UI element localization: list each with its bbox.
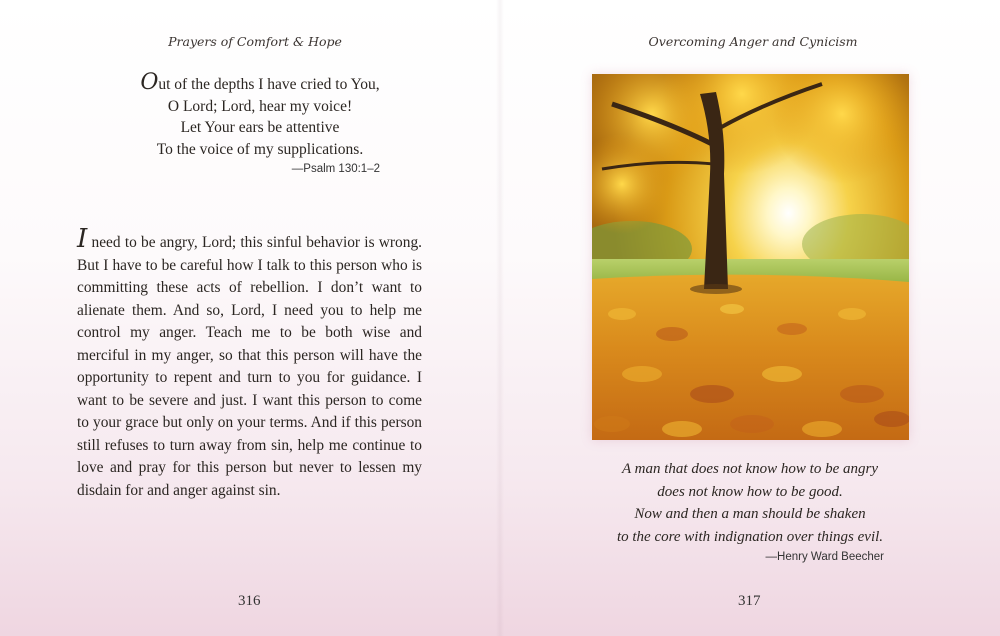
right-page-number: 317 — [738, 593, 761, 609]
quote-line-2: does not know how to be good. — [657, 483, 843, 500]
verse-line-2: O Lord; Lord, hear my voice! — [167, 97, 353, 115]
quote-citation: —Henry Ward Beecher — [765, 551, 884, 563]
left-running-head: Prayers of Comfort & Hope — [168, 34, 342, 49]
beecher-quote — [590, 458, 910, 548]
prayer-initial: I — [77, 224, 88, 254]
verse-line-4: To the voice of my supplications. — [156, 140, 364, 158]
psalm-verse — [110, 72, 410, 160]
prayer-text: need to be angry, Lord; this sinful behavior is wrong. But I have to be careful how I talk to this person who is committing these acts of rebellion. I don’t want to alienate them. And so, Lord, I need you to help me control my anger. Teach me to be both wise and merciful in my anger, so that this person will have the opportunity to repent and turn to you for guidance. I want to be severe and just. I want this person to come to your grace but only on your terms. And if this person still refuses to turn away from sin, help me continue to love and pray for this person but never to lessen my disdain for and anger against sin. — [77, 234, 422, 499]
verse-line-1: Out of the depths I have cried to You, — [140, 70, 380, 95]
quote-line-3: Now and then a man should be shaken — [634, 506, 866, 523]
verse-initial: O — [140, 70, 159, 95]
right-page — [500, 0, 1000, 636]
right-running-head: Overcoming Anger and Cynicism — [648, 34, 858, 49]
verse-line-3: Let Your ears be attentive — [180, 119, 340, 136]
quote-line-4: to the core with indignation over things evil. — [616, 528, 884, 545]
quote-line-1: A man that does not know how to be angry — [622, 461, 878, 477]
autumn-tree-illustration — [592, 74, 909, 440]
prayer-paragraph — [77, 224, 422, 502]
left-page-number: 316 — [238, 593, 261, 609]
verse-citation: —Psalm 130:1–2 — [291, 163, 380, 175]
autumn-tree-photo — [592, 74, 909, 440]
